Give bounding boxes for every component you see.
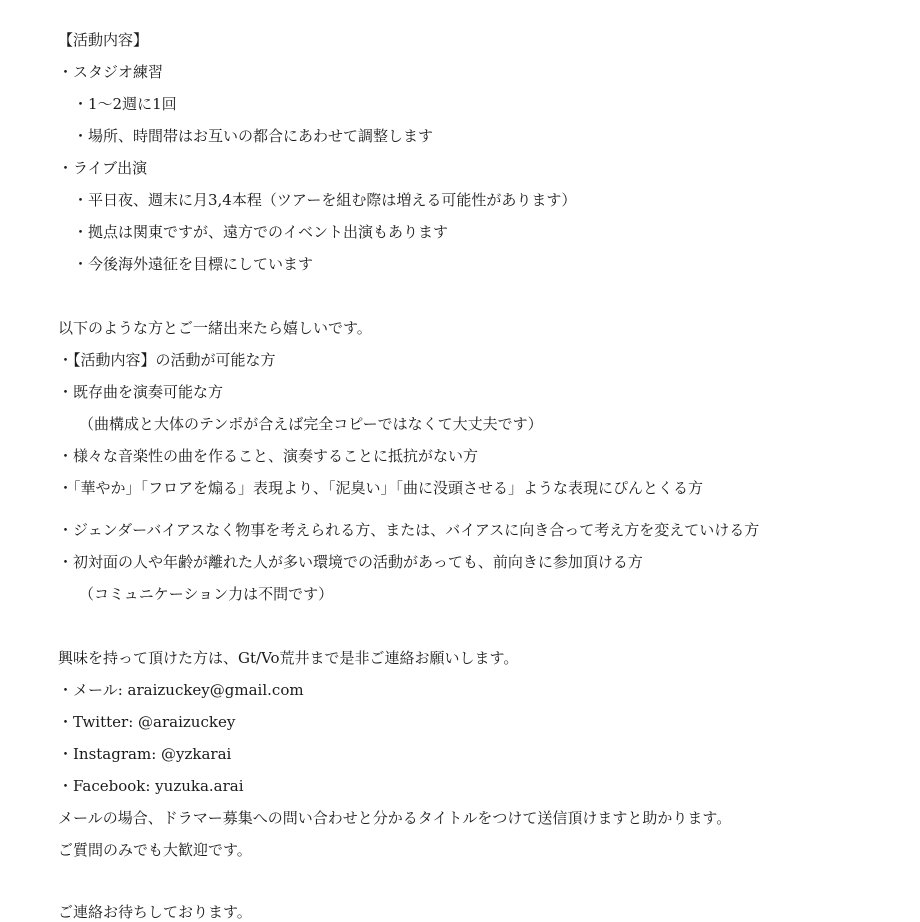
contact-twitter: ・Twitter: @araizuckey <box>58 713 236 731</box>
closing-line: ご連絡お待ちしております。 <box>58 903 252 921</box>
activities-heading: 【活動内容】 <box>58 31 149 49</box>
list-item: ・1～2週に1回 <box>73 95 177 113</box>
list-item-note: （コミュニケーション力は不問です） <box>79 585 334 603</box>
list-item: ・平日夜、週末に月3,4本程（ツアーを組む際は増える可能性があります） <box>73 191 577 209</box>
list-item: ・場所、時間帯はお互いの都合にあわせて調整します <box>73 127 434 145</box>
contact-intro: 興味を持って頂けた方は、Gt/Vo荒井まで是非ご連絡お願いします。 <box>58 649 519 667</box>
list-item: ・スタジオ練習 <box>58 63 164 81</box>
list-item: ・既存曲を演奏可能な方 <box>58 383 224 401</box>
list-item: ・ジェンダーバイアスなく物事を考えられる方、または、バイアスに向き合って考え方を変えていける方 <box>58 521 760 539</box>
list-item-note: （曲構成と大体のテンポが合えば完全コピーではなくて大丈夫です） <box>79 415 543 433</box>
list-item: ・初対面の人や年齢が離れた人が多い環境での活動があっても、前向きに参加頂ける方 <box>58 553 643 571</box>
list-item: ・ライブ出演 <box>58 159 148 177</box>
wanted-intro: 以下のような方とご一緒出来たら嬉しいです。 <box>58 319 372 337</box>
list-item: ・様々な音楽性の曲を作ること、演奏することに抵抗がない方 <box>58 447 479 465</box>
contact-facebook: ・Facebook: yuzuka.arai <box>58 777 244 795</box>
list-item: ・【活動内容】の活動が可能な方 <box>58 351 276 369</box>
questions-note: ご質問のみでも大歓迎です。 <box>58 841 252 859</box>
contact-email: ・メール: araizuckey@gmail.com <box>58 681 304 699</box>
list-item: ・拠点は関東ですが、遠方でのイベント出演もあります <box>73 223 449 241</box>
mail-note: メールの場合、ドラマー募集への問い合わせと分かるタイトルをつけて送信頂けますと助かります。 <box>58 809 732 827</box>
list-item: ・今後海外遠征を目標にしています <box>73 255 314 273</box>
contact-instagram: ・Instagram: @yzkarai <box>58 745 232 763</box>
list-item: ・「華やか」「フロアを煽る」表現より、「泥臭い」「曲に没頭させる」ような表現にぴんとくる方 <box>58 479 704 497</box>
